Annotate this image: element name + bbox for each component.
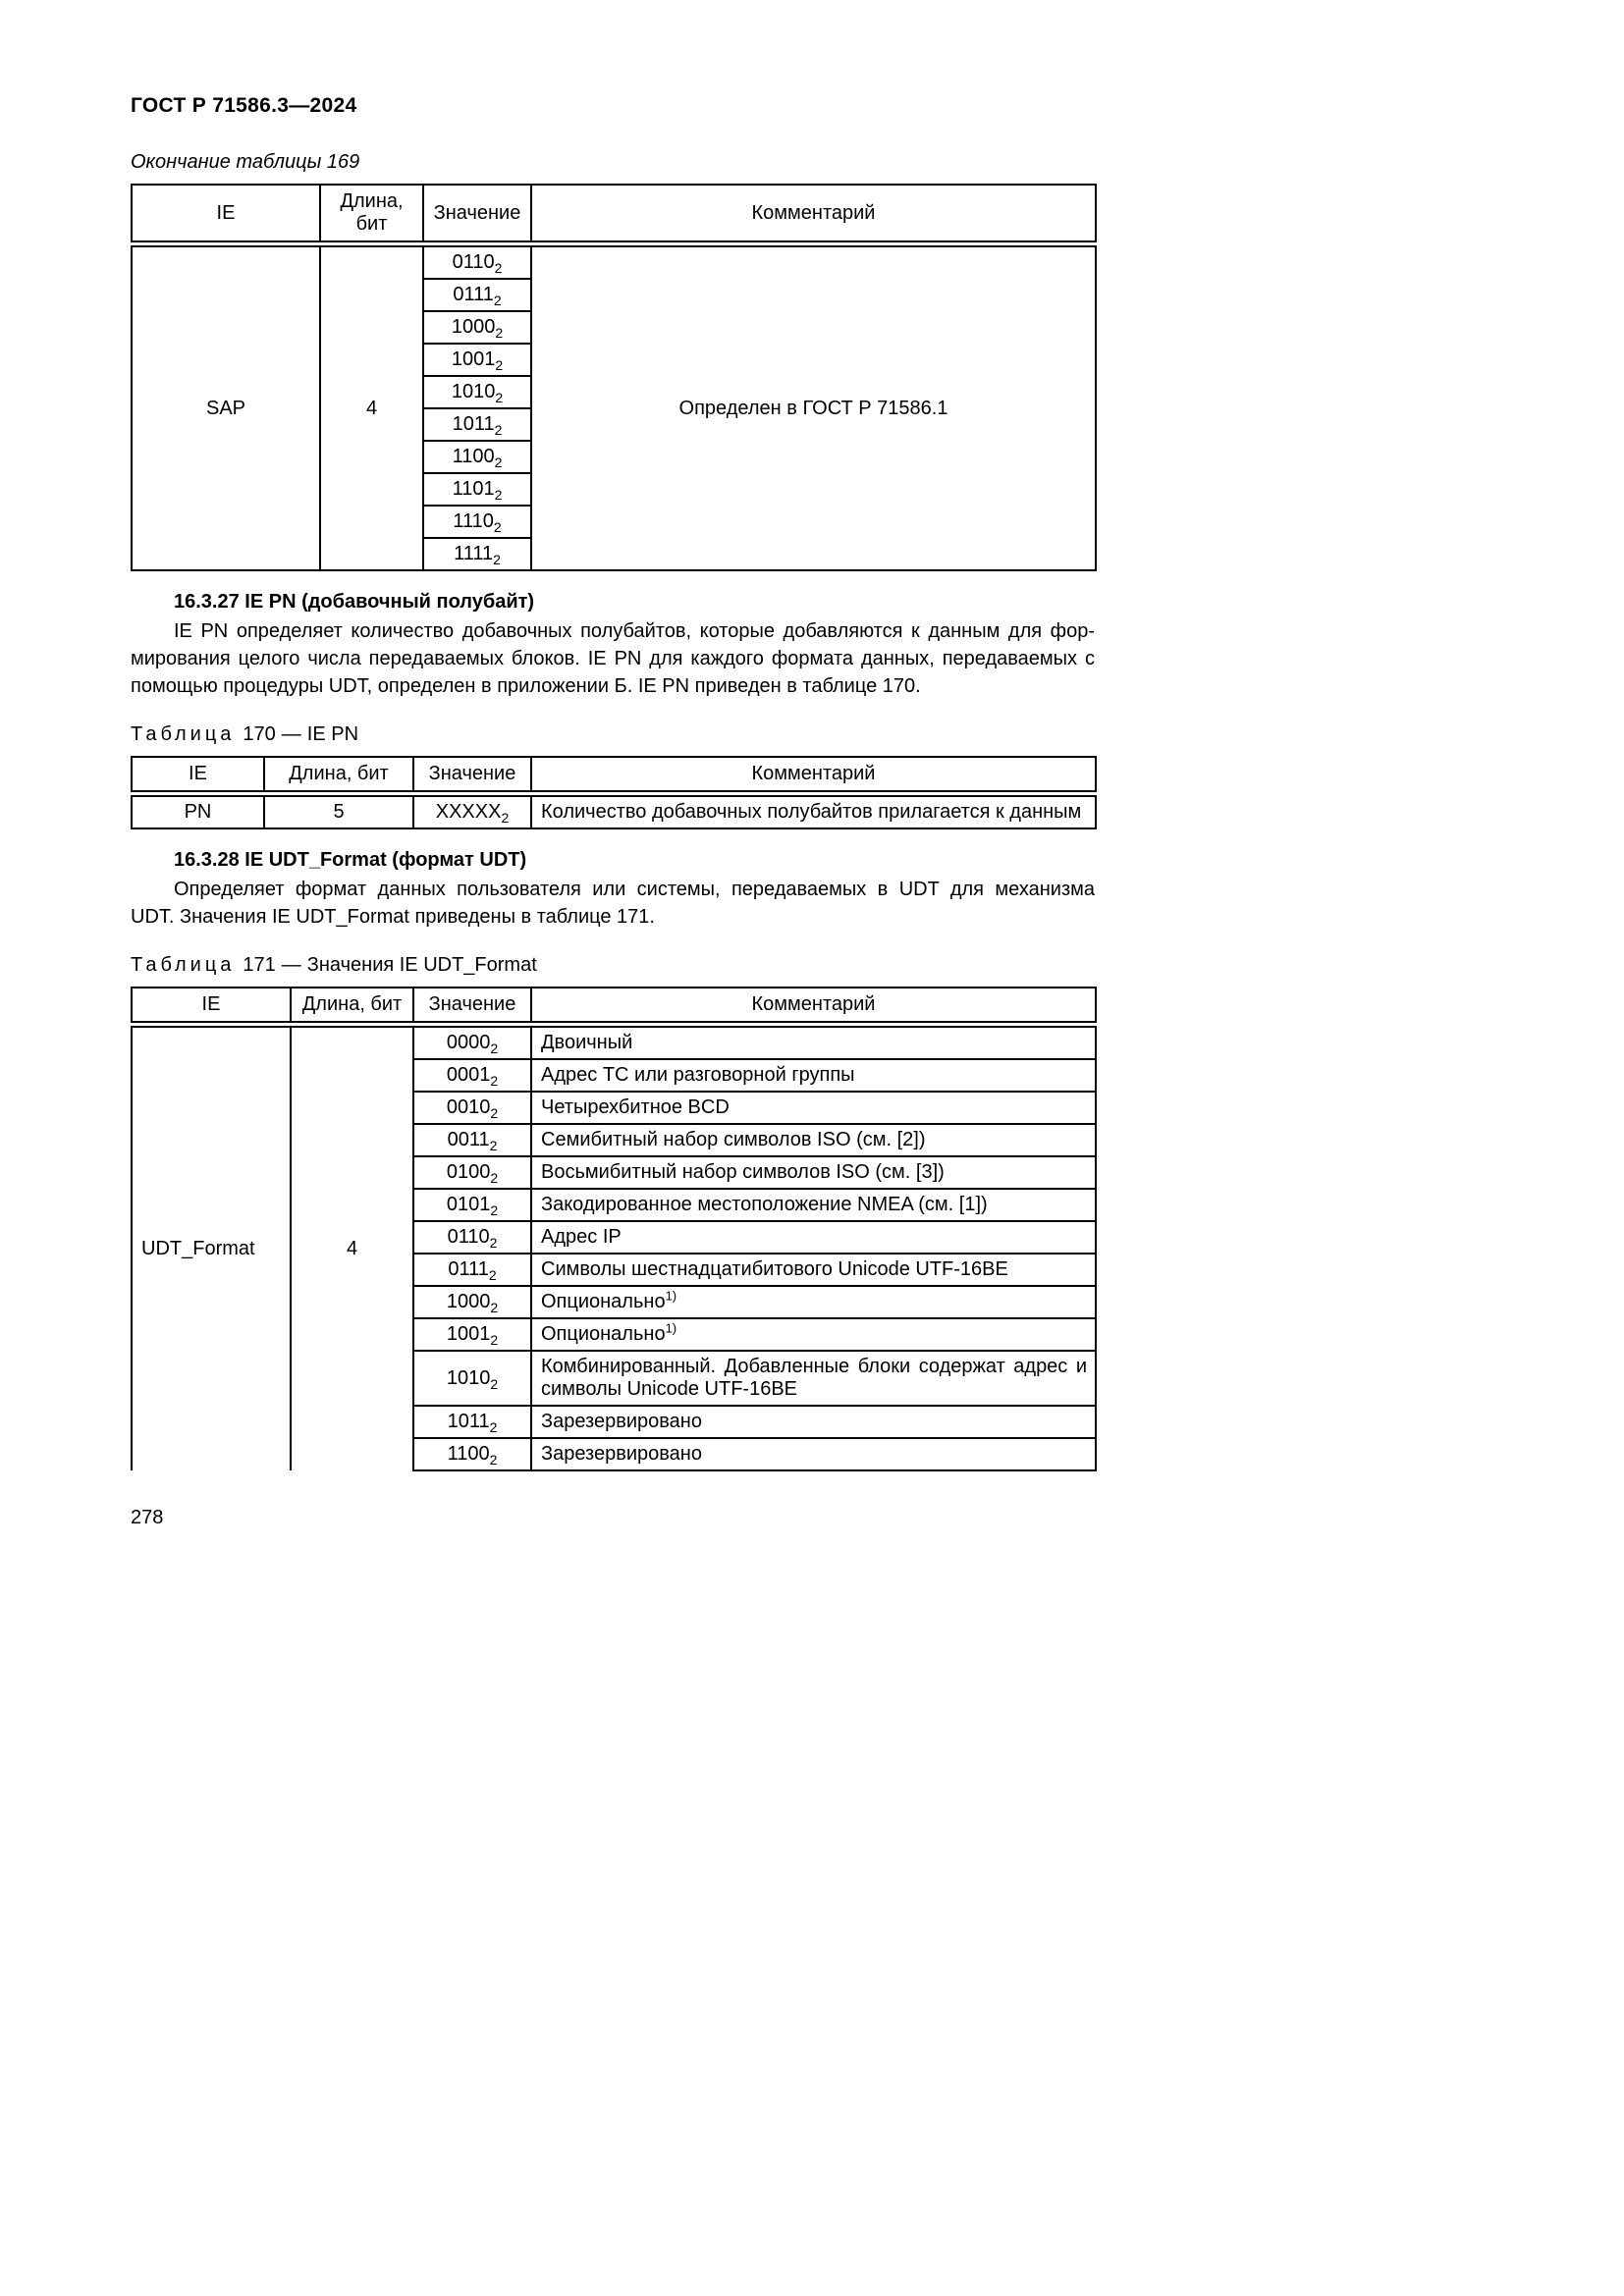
column-header-ie: IE xyxy=(132,988,291,1025)
paragraph-line: Определяет формат данных пользователя или системы, передаваемых в UDT для механизма xyxy=(174,879,1095,900)
comment-cell: Четырехбитное BCD xyxy=(531,1092,1096,1124)
section-16-3-28-paragraph xyxy=(131,876,1095,931)
value-subscript: 2 xyxy=(495,357,504,373)
value-cell: $0110_2$ xyxy=(413,1221,531,1254)
value-cell: $1001_2$ xyxy=(423,344,531,376)
table-171-row xyxy=(132,1025,1096,1060)
page-number: 278 xyxy=(131,1507,164,1528)
value-cell: $1101_2$ xyxy=(423,473,531,506)
document-code: ГОСТ Р 71586.3—2024 xyxy=(131,94,357,117)
section-16-3-27-paragraph xyxy=(131,617,1095,700)
table-170-caption xyxy=(131,723,1095,746)
table-169-continuation-note: Окончание таблицы 169 xyxy=(131,151,360,173)
ie-cell: UDT_Format xyxy=(132,1025,291,1471)
footnote-marker: 1) xyxy=(665,1288,677,1304)
value-cell: $1010_2$ xyxy=(423,376,531,408)
value-subscript: 2 xyxy=(495,325,504,341)
value-subscript: 2 xyxy=(490,1375,499,1392)
column-header-length: Длина, бит xyxy=(264,757,413,794)
value-subscript: 2 xyxy=(489,1235,498,1251)
value-subscript: 2 xyxy=(493,519,502,535)
comment-cell: Двоичный xyxy=(531,1025,1096,1060)
footnote-marker: 1) xyxy=(665,1320,677,1336)
comment-cell: Адрес IP xyxy=(531,1221,1096,1254)
value-subscript: 2 xyxy=(493,293,502,308)
value-subscript: 2 xyxy=(490,1041,499,1056)
page-content xyxy=(131,0,1095,1529)
comment-cell: Адрес ТС или разговорной группы xyxy=(531,1059,1096,1092)
table-caption-number: 171 xyxy=(243,954,276,976)
value-cell: $1011_2$ xyxy=(413,1406,531,1438)
comment-cell: Опционально$^{1)}$ xyxy=(531,1286,1096,1318)
table-169-row xyxy=(132,244,1096,280)
value-subscript: 2 xyxy=(490,1105,499,1121)
comment-cell: Определен в ГОСТ Р 71586.1 xyxy=(531,244,1096,571)
value-subscript: 2 xyxy=(493,552,501,567)
comment-cell: Символы шестнадцатибитового Unicode UTF-16BE xyxy=(531,1254,1096,1286)
table-170-header-row xyxy=(132,757,1096,794)
value-subscript: 2 xyxy=(490,1202,499,1218)
length-bits-cell: 5 xyxy=(264,794,413,829)
comment-cell: Закодированное местоположение NMEA (см. [1]) xyxy=(531,1189,1096,1221)
comment-cell: Семибитный набор символов ISO (см. [2]) xyxy=(531,1124,1096,1156)
value-subscript: 2 xyxy=(490,1300,499,1315)
column-header-length: Длина, бит xyxy=(291,988,413,1025)
paragraph-line: мирования целого числа передаваемых блоков. IE PN для каждого формата данных, передаваемых с xyxy=(131,648,1095,669)
value-cell: $1111_2$ xyxy=(423,538,531,570)
table-caption-number: 170 xyxy=(243,723,276,745)
table-caption-dash: — xyxy=(281,954,301,976)
column-header-comment: Комментарий xyxy=(531,757,1096,794)
value-cell: $1010_2$ xyxy=(413,1351,531,1406)
value-subscript: 2 xyxy=(490,1332,499,1348)
comment-cell: Количество добавочных полубайтов прилагается к данным xyxy=(531,794,1096,829)
value-cell: $0010_2$ xyxy=(413,1092,531,1124)
value-cell: $1000_2$ xyxy=(413,1286,531,1318)
column-header-value: Значение xyxy=(413,988,531,1025)
comment-cell: Комбинированный. Добавленные блоки содержат адрес и символы Unicode UTF-16BE xyxy=(531,1351,1096,1406)
table-171 xyxy=(131,987,1097,1471)
table-170-body xyxy=(132,794,1096,829)
table-169-body xyxy=(132,244,1096,571)
value-cell: $1100_2$ xyxy=(423,441,531,473)
ie-cell: PN xyxy=(132,794,264,829)
section-heading-16-3-27: 16.3.27 IE PN (добавочный полубайт) xyxy=(174,591,535,613)
comment-cell: Восьмибитный набор символов ISO (см. [3]) xyxy=(531,1156,1096,1189)
comment-cell: Опционально$^{1)}$ xyxy=(531,1318,1096,1351)
value-cell: $1011_2$ xyxy=(423,408,531,441)
table-caption-word: Таблица xyxy=(131,954,236,976)
column-header-comment: Комментарий xyxy=(531,988,1096,1025)
paragraph-line: UDT. Значения IE UDT_Format приведены в таблице 171. xyxy=(131,906,655,928)
value-subscript: 2 xyxy=(501,810,510,826)
column-header-value: Значение xyxy=(423,185,531,244)
value-cell xyxy=(413,794,531,829)
value-subscript: 2 xyxy=(489,1138,498,1153)
table-171-header-row xyxy=(132,988,1096,1025)
value-cell: $1000_2$ xyxy=(423,311,531,344)
column-header-length: Длина, бит xyxy=(320,185,423,244)
table-caption-dash: — xyxy=(281,723,301,745)
length-bits-cell: 4 xyxy=(291,1025,413,1471)
ie-cell: SAP xyxy=(132,244,320,571)
value-subscript: 2 xyxy=(495,390,504,405)
comment-cell: Зарезервировано xyxy=(531,1406,1096,1438)
value-cell: $1110_2$ xyxy=(423,506,531,538)
table-170 xyxy=(131,756,1097,829)
table-caption-word: Таблица xyxy=(131,723,236,745)
value-subscript: 2 xyxy=(488,1267,497,1283)
table-caption-title: Значения IE UDT_Format xyxy=(306,954,537,976)
table-171-caption xyxy=(131,954,1095,977)
value-cell: $1001_2$ xyxy=(413,1318,531,1351)
value-subscript: 2 xyxy=(494,454,503,470)
value-subscript: 2 xyxy=(490,1073,499,1089)
value-cell: $0111_2$ xyxy=(423,279,531,311)
value-cell: $1100_2$ xyxy=(413,1438,531,1470)
value-subscript: 2 xyxy=(494,260,503,276)
table-169-header-row xyxy=(132,185,1096,244)
table-171-body xyxy=(132,1025,1096,1471)
value-base: XXXXX xyxy=(435,801,502,823)
value-subscript: 2 xyxy=(494,422,503,438)
paragraph-line: помощью процедуры UDT, определен в приложении Б. IE PN приведен в таблице 170. xyxy=(131,675,921,697)
paragraph-line: IE PN определяет количество добавочных полубайтов, которые добавляются к данным для фор- xyxy=(174,620,1095,642)
column-header-comment: Комментарий xyxy=(531,185,1096,244)
value-subscript: 2 xyxy=(489,1452,498,1468)
section-heading-16-3-28: 16.3.28 IE UDT_Format (формат UDT) xyxy=(174,849,527,871)
value-subscript: 2 xyxy=(489,1419,498,1435)
column-header-ie: IE xyxy=(132,185,320,244)
table-169 xyxy=(131,184,1097,571)
comment-cell: Зарезервировано xyxy=(531,1438,1096,1470)
table-caption-title: IE PN xyxy=(306,723,359,745)
value-cell: $0101_2$ xyxy=(413,1189,531,1221)
length-bits-cell: 4 xyxy=(320,244,423,571)
value-cell: $0111_2$ xyxy=(413,1254,531,1286)
column-header-value: Значение xyxy=(413,757,531,794)
value-cell: $0110_2$ xyxy=(423,244,531,280)
value-subscript: 2 xyxy=(494,487,503,503)
value-cell: $0011_2$ xyxy=(413,1124,531,1156)
value-cell: $0001_2$ xyxy=(413,1059,531,1092)
value-cell: $0000_2$ xyxy=(413,1025,531,1060)
table-170-row xyxy=(132,794,1096,829)
value-cell: $0100_2$ xyxy=(413,1156,531,1189)
column-header-ie: IE xyxy=(132,757,264,794)
value-subscript: 2 xyxy=(490,1170,499,1186)
